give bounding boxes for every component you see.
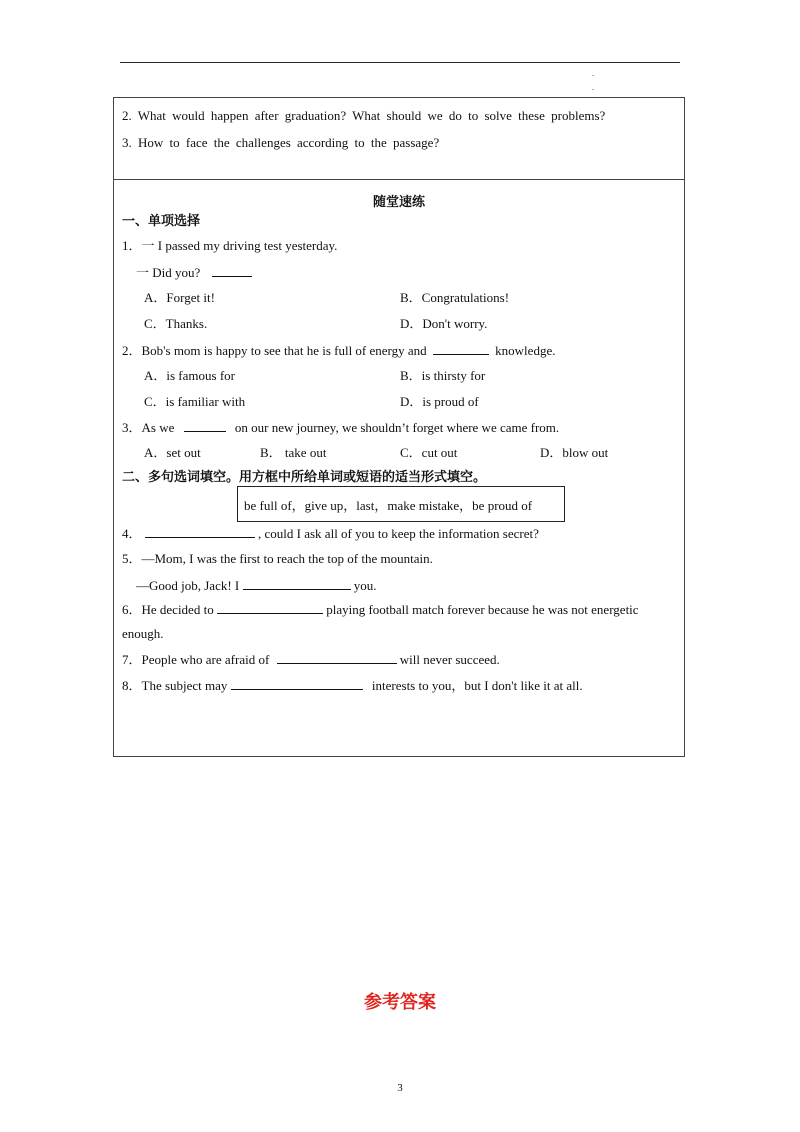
question-text: you. (353, 578, 377, 593)
option-d: D．blow out (540, 445, 609, 460)
question-text: 6．He decided to (122, 602, 214, 617)
fill-question-7 (122, 651, 500, 668)
question-text: interests to you，but I don't like it at all. (371, 678, 583, 693)
answer-blank (433, 342, 489, 355)
fill-question-8 (122, 677, 583, 694)
question-text: 3．As we (122, 420, 175, 435)
option-d: D．is proud of (400, 394, 479, 409)
question-text: —Good job, Jack! I (136, 578, 240, 593)
question-text: knowledge. (495, 343, 556, 358)
page-number: 3 (397, 1082, 403, 1094)
option-a: A．is famous for (144, 368, 235, 383)
option-c: C．Thanks. (144, 316, 208, 331)
question-text: on our new journey, we shouldn’t forget where we came from. (234, 420, 560, 435)
question-text: playing football match forever because he was not energetic (326, 602, 639, 617)
fill-question-4 (122, 525, 539, 542)
answer-blank (243, 577, 351, 590)
reply-text: 一 Did you? (136, 265, 201, 280)
fill-question-5: 5．—Mom, I was the first to reach the top of the mountain. (122, 551, 433, 566)
header-dot: . (592, 82, 595, 92)
answer-blank (231, 677, 363, 690)
mc-question-2 (122, 342, 555, 359)
question-text: 8．The subject may (122, 678, 228, 693)
answer-key-title: 参考答案 (364, 992, 436, 1013)
answer-blank (277, 651, 397, 664)
option-b: B． take out (260, 445, 327, 460)
option-a: A．Forget it! (144, 290, 215, 305)
question-3: 3. How to face the challenges according to the passage? (122, 135, 440, 150)
answer-blank (145, 525, 255, 538)
fill-question-6-cont: enough. (122, 626, 164, 641)
option-b: B．Congratulations! (400, 290, 510, 305)
word-bank-box (237, 486, 565, 522)
fill-question-5-reply (136, 577, 377, 594)
practice-title: 随堂速练 (372, 195, 425, 210)
answer-blank (217, 601, 323, 614)
question-text: 4． (122, 526, 142, 541)
answer-blank (184, 419, 226, 432)
header-rule (120, 62, 680, 63)
option-c: C．is familiar with (144, 394, 246, 409)
question-2: 2. What would happen after graduation? What should we do to solve these problems? (122, 108, 606, 123)
question-text: , could I ask all of you to keep the information secret? (258, 526, 539, 541)
question-text: will never succeed. (399, 652, 500, 667)
answer-blank (212, 264, 252, 277)
fill-question-6 (122, 601, 639, 618)
worksheet-box (113, 97, 685, 757)
question-text: 2．Bob's mom is happy to see that he is full of energy and (122, 343, 427, 358)
header-dot: . (592, 68, 595, 78)
option-d: D．Don't worry. (400, 316, 488, 331)
section-fill-in: 二、多句选词填空。用方框中所给单词或短语的适当形式填空。 (122, 470, 487, 485)
mc-question-1-reply (136, 264, 252, 281)
mc-question-1: 1．一 I passed my driving test yesterday. (122, 238, 338, 253)
mc-question-3 (122, 419, 559, 436)
section-single-choice: 一、单项选择 (122, 214, 201, 229)
section-divider (114, 179, 684, 180)
option-c: C．cut out (400, 445, 458, 460)
word-bank-text: be full of，give up，last，make mistake，be proud of (244, 498, 533, 513)
option-b: B．is thirsty for (400, 368, 486, 383)
option-a: A．set out (144, 445, 201, 460)
question-text: 7．People who are afraid of (122, 652, 270, 667)
